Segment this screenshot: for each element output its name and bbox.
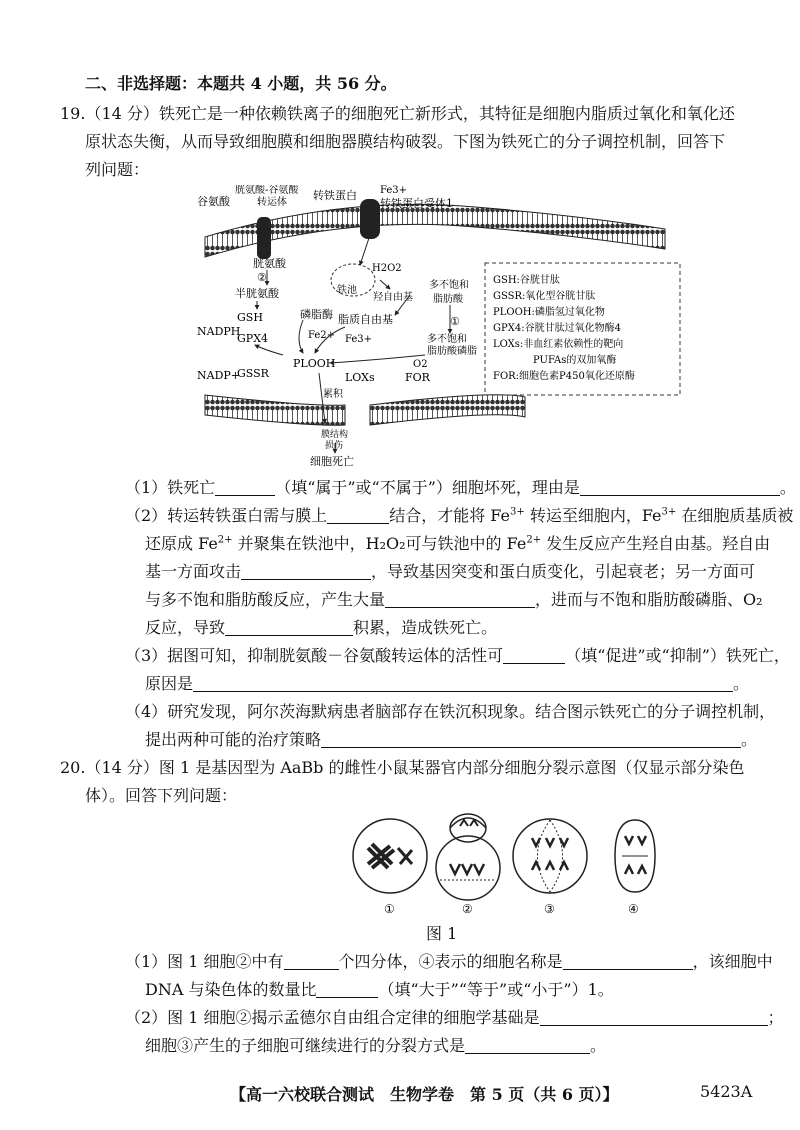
svg-text:④: ④ bbox=[628, 902, 639, 916]
svg-text:GPX4:谷胱甘肽过氧化物酶4: GPX4:谷胱甘肽过氧化物酶4 bbox=[493, 323, 621, 334]
transferrin-receptor bbox=[360, 199, 380, 239]
answer-blank[interactable] bbox=[580, 479, 780, 496]
svg-text:Fe3+: Fe3+ bbox=[380, 185, 408, 196]
q19-part2-line4: 与多不饱和脂肪酸反应，产生大量 ，进而与不饱和脂肪酸磷脂、O₂ bbox=[145, 590, 763, 609]
svg-text:谷氨酸: 谷氨酸 bbox=[197, 195, 230, 208]
q19-part4-line2: 提出两种可能的治疗策略 。 bbox=[145, 730, 758, 749]
q19-part4-line1: （4）研究发现，阿尔茨海默病患者脑部存在铁沉积现象。结合图示铁死亡的分子调控机制， bbox=[125, 702, 776, 721]
cell-4 bbox=[615, 820, 655, 916]
exam-code: 5423A bbox=[700, 1082, 753, 1101]
svg-text:GSH: GSH bbox=[237, 311, 263, 324]
answer-blank[interactable] bbox=[385, 591, 535, 608]
q19-stem-line2: 原状态失衡，从而导致细胞膜和细胞器膜结构破裂。下图为铁死亡的分子调控机制，回答下 bbox=[85, 132, 726, 151]
answer-blank[interactable] bbox=[321, 731, 741, 748]
q19-part2-line5: 反应，导致 积累，造成铁死亡。 bbox=[145, 618, 498, 637]
svg-text:LOXs:非血红素依赖性的靶向: LOXs:非血红素依赖性的靶向 bbox=[493, 339, 624, 350]
svg-text:胱氨酸-谷氨酸: 胱氨酸-谷氨酸 bbox=[235, 185, 299, 196]
q19-part3-line2: 原因是 。 bbox=[145, 674, 750, 693]
svg-text:②: ② bbox=[257, 271, 267, 284]
svg-text:Fe2+: Fe2+ bbox=[308, 330, 336, 341]
q20-stem-line2: 体）。回答下列问题： bbox=[85, 786, 238, 805]
svg-text:FOR:细胞色素P450氧化还原酶: FOR:细胞色素P450氧化还原酶 bbox=[493, 371, 635, 382]
answer-blank[interactable] bbox=[563, 953, 693, 970]
svg-text:羟自由基: 羟自由基 bbox=[373, 292, 413, 303]
q20-part1-line2: DNA 与染色体的数量比 （填“大于”“等于”或“小于”）1。 bbox=[145, 980, 614, 999]
answer-blank[interactable] bbox=[540, 1009, 768, 1026]
q20-part1-line1: （1）图 1 细胞②中有 个四分体，④表示的细胞名称是 ，该细胞中 bbox=[125, 952, 773, 971]
cell-2 bbox=[436, 814, 500, 916]
answer-blank[interactable] bbox=[193, 675, 733, 692]
answer-blank[interactable] bbox=[284, 953, 339, 970]
q19-part2-line2: 还原成 $Fe^{2+}$ 并聚集在铁池中，H₂O₂可与铁池中的 $Fe^{2+}$ 发生反应产生羟自由基。羟自由 bbox=[145, 534, 771, 553]
answer-blank[interactable] bbox=[215, 479, 275, 496]
q19-part1: （1）铁死亡 （填“属于”或“不属于”）细胞坏死，理由是 。 bbox=[125, 478, 796, 497]
svg-text:转铁蛋白: 转铁蛋白 bbox=[313, 189, 357, 202]
answer-blank[interactable] bbox=[241, 563, 371, 580]
q19-part3-line1: （3）据图可知，抑制胱氨酸－谷氨酸转运体的活性可 （填“促进”或“抑制”）铁死亡， bbox=[125, 646, 790, 665]
svg-text:脂质自由基: 脂质自由基 bbox=[338, 313, 393, 326]
svg-text:GSH:谷胱甘肽: GSH:谷胱甘肽 bbox=[493, 275, 560, 286]
svg-text:②: ② bbox=[462, 902, 473, 916]
q20-part2-line1: （2）图 1 细胞②揭示孟德尔自由组合定律的细胞学基础是 ； bbox=[125, 1008, 784, 1027]
svg-text:①: ① bbox=[384, 902, 395, 916]
svg-text:铁池: 铁池 bbox=[337, 285, 357, 296]
q19-stem-line3: 列问题： bbox=[85, 160, 150, 179]
q20-stem-line1: 20.（14 分）图 1 是基因型为 AaBb 的雌性小鼠某器官内部分细胞分裂示意图（仅显示部分染色 bbox=[60, 758, 745, 777]
svg-text:膜结构: 膜结构 bbox=[321, 430, 349, 440]
svg-text:O2: O2 bbox=[413, 359, 428, 370]
answer-blank[interactable] bbox=[465, 1037, 590, 1054]
q20-part2-line2: 细胞③产生的子细胞可继续进行的分裂方式是 。 bbox=[145, 1036, 607, 1055]
svg-text:H2O2: H2O2 bbox=[372, 263, 402, 274]
cell-3 bbox=[513, 819, 587, 916]
svg-text:PUFAs的双加氧酶: PUFAs的双加氧酶 bbox=[533, 355, 617, 366]
svg-text:胱氨酸: 胱氨酸 bbox=[253, 257, 286, 270]
svg-text:①: ① bbox=[450, 315, 460, 328]
svg-text:半胱氨酸: 半胱氨酸 bbox=[235, 287, 279, 300]
svg-text:③: ③ bbox=[544, 902, 555, 916]
svg-text:FOR: FOR bbox=[405, 371, 430, 384]
svg-text:转运体: 转运体 bbox=[257, 197, 287, 208]
transporter-channel bbox=[257, 217, 271, 259]
cell-membrane-bottom-right bbox=[370, 395, 525, 425]
cell-1 bbox=[353, 819, 427, 916]
svg-text:GSSR:氧化型谷胱甘肽: GSSR:氧化型谷胱甘肽 bbox=[493, 291, 596, 302]
svg-text:GPX4: GPX4 bbox=[237, 332, 269, 345]
q19-part2-line1: （2）转运转铁蛋白需与膜上 结合，才能将 $Fe^{3+}$ 转运至细胞内，$Fe^{3+}$ 在细胞质基质被 bbox=[125, 506, 794, 525]
answer-blank[interactable] bbox=[316, 981, 378, 998]
svg-text:NADPH: NADPH bbox=[197, 325, 241, 338]
svg-text:LOXs: LOXs bbox=[345, 371, 375, 384]
q19-part2-line3: 基一方面攻击 ，导致基因突变和蛋白质变化，引起衰老；另一方面可 bbox=[145, 562, 756, 581]
svg-text:多不饱和: 多不饱和 bbox=[429, 280, 469, 291]
answer-blank[interactable] bbox=[327, 507, 389, 524]
svg-text:细胞死亡: 细胞死亡 bbox=[310, 455, 354, 468]
q19-stem-line1: 19.（14 分）铁死亡是一种依赖铁离子的细胞死亡新形式，其特征是细胞内脂质过氧化和氧化还 bbox=[60, 104, 735, 123]
svg-text:脂肪酸: 脂肪酸 bbox=[433, 294, 463, 305]
svg-text:累积: 累积 bbox=[323, 389, 343, 400]
svg-text:转铁蛋白受体1: 转铁蛋白受体1 bbox=[380, 197, 453, 210]
svg-text:NADP+: NADP+ bbox=[197, 369, 241, 382]
ferroptosis-diagram bbox=[195, 185, 695, 470]
page-footer: 【高一六校联合测试 生物学卷 第 5 页（共 6 页）】 bbox=[230, 1085, 619, 1104]
figure-caption: 图 1 bbox=[426, 924, 458, 943]
svg-text:多不饱和: 多不饱和 bbox=[427, 334, 467, 345]
svg-text:Fe3+: Fe3+ bbox=[345, 334, 373, 345]
section-header: 二、非选择题：本题共 4 小题，共 56 分。 bbox=[85, 74, 397, 93]
svg-text:PLOOH: PLOOH bbox=[293, 357, 336, 370]
cell-division-figure bbox=[350, 808, 670, 918]
cell-membrane-top bbox=[205, 204, 665, 257]
svg-text:磷脂酶: 磷脂酶 bbox=[300, 308, 333, 321]
svg-text:PLOOH:磷脂氢过氧化物: PLOOH:磷脂氢过氧化物 bbox=[493, 307, 605, 318]
svg-text:GSSR: GSSR bbox=[237, 367, 269, 380]
answer-blank[interactable] bbox=[225, 619, 353, 636]
answer-blank[interactable] bbox=[503, 647, 565, 664]
svg-text:脂肪酸磷脂: 脂肪酸磷脂 bbox=[427, 346, 477, 357]
svg-text:损伤: 损伤 bbox=[325, 441, 344, 451]
